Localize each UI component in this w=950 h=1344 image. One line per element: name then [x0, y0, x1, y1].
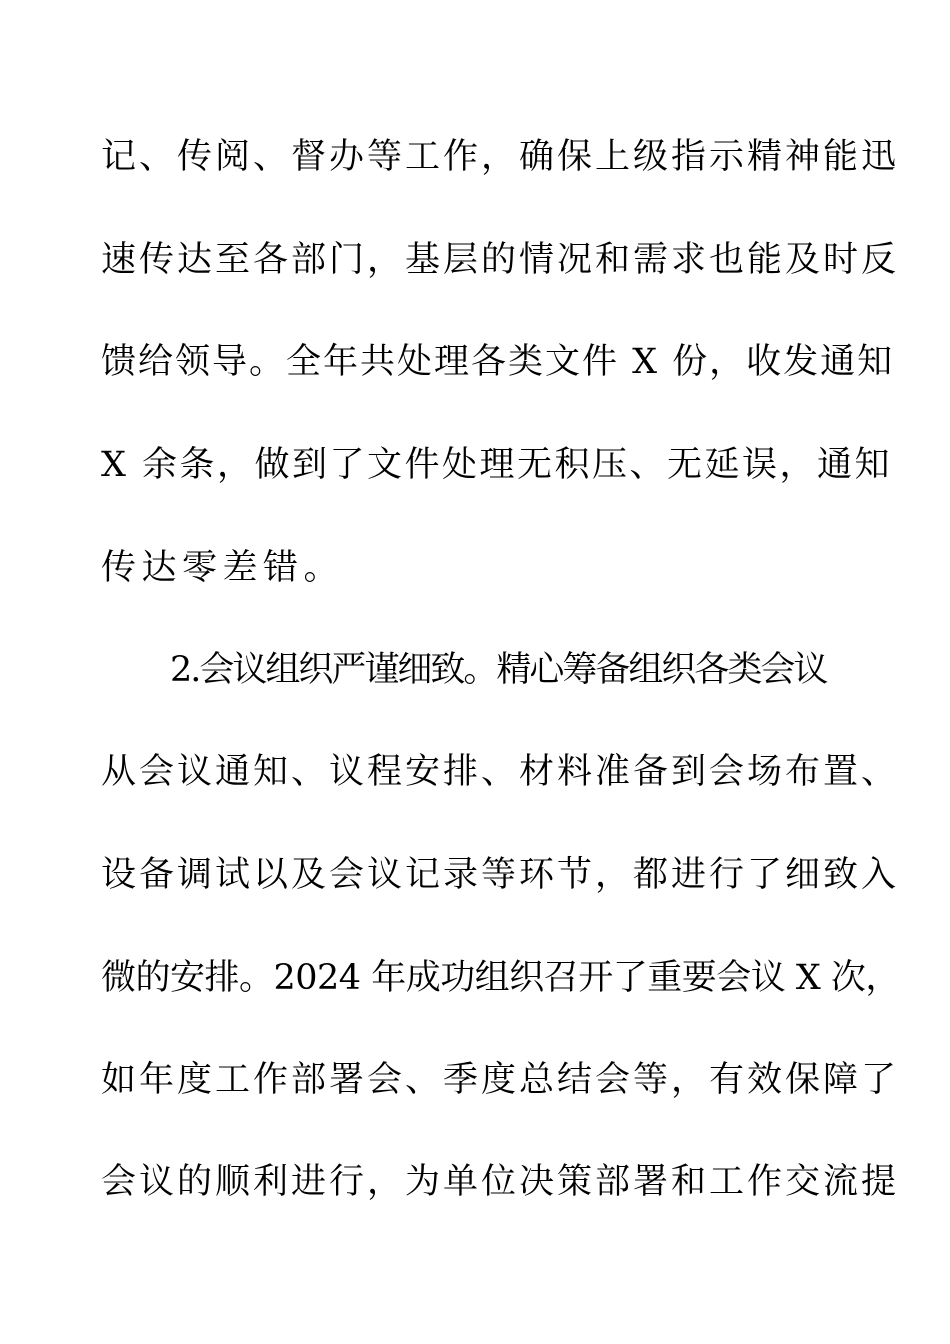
text-line-5: 传达零差错。	[101, 548, 345, 588]
text-line-8: 设备调试以及会议记录等环节，都进行了细致入	[101, 855, 900, 895]
text-line-3: 馈给领导。全年共处理各类文件 X 份，收发通知	[101, 342, 895, 382]
text-line-10: 如年度工作部署会、季度总结会等，有效保障了	[101, 1060, 900, 1100]
text-line-9: 微的安排。2024 年成功组织召开了重要会议 X 次，	[101, 958, 900, 998]
text-line-1: 记、传阅、督办等工作，确保上级指示精神能迅	[101, 137, 900, 177]
text-line-2: 速传达至各部门，基层的情况和需求也能及时反	[101, 240, 900, 280]
text-line-4: X 余条，做到了文件处理无积压、无延误，通知	[101, 445, 893, 485]
text-line-11: 会议的顺利进行，为单位决策部署和工作交流提	[101, 1162, 900, 1202]
paragraph-heading-line: 2.会议组织严谨细致。精心筹备组织各类会议	[170, 650, 827, 690]
text-line-7: 从会议通知、议程安排、材料准备到会场布置、	[101, 752, 900, 792]
